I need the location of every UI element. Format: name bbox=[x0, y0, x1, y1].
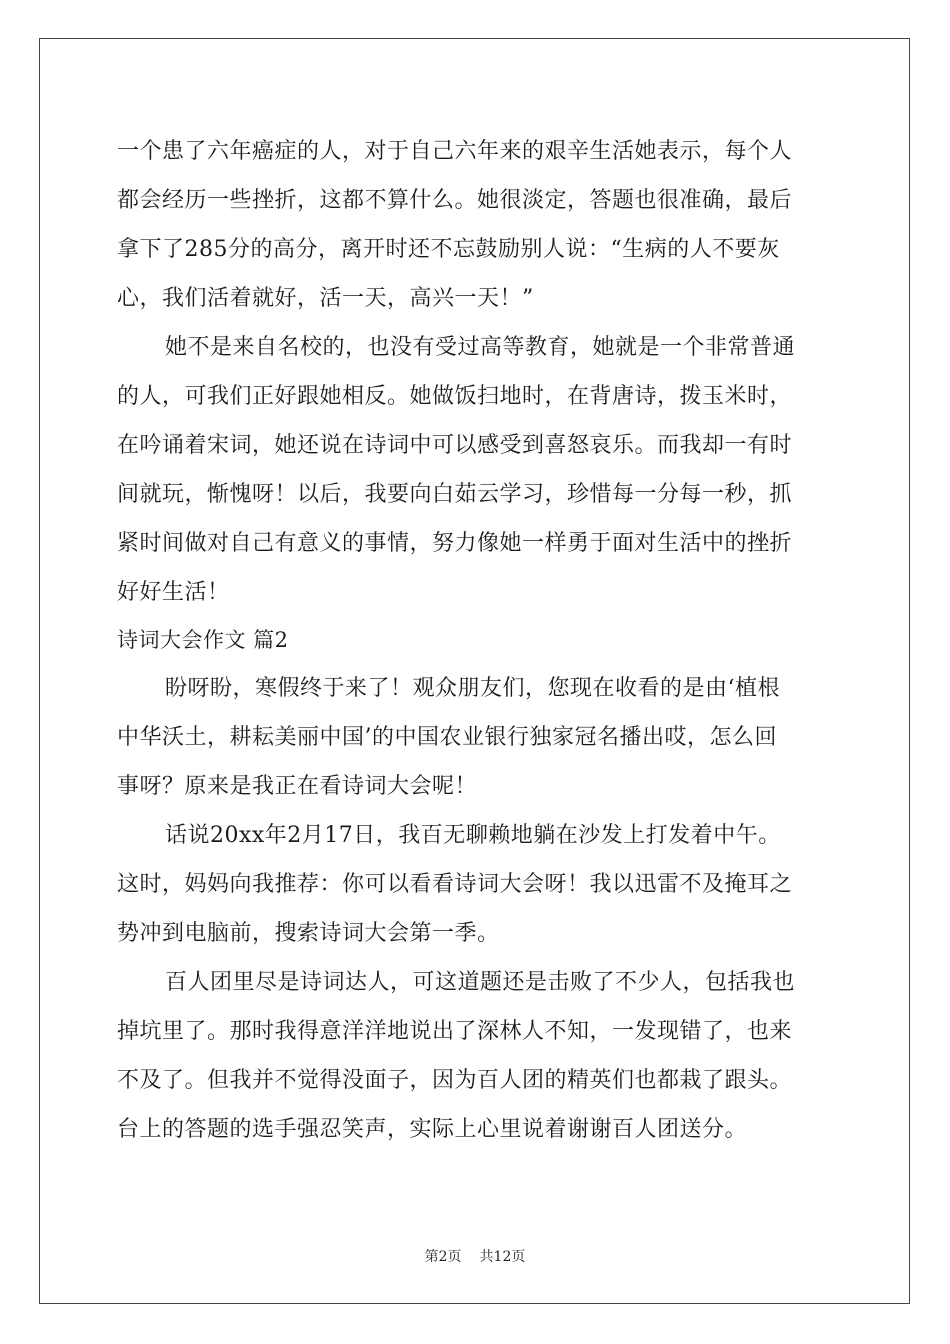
text-line: 势冲到电脑前，搜索诗词大会第一季。 bbox=[117, 921, 500, 946]
text-line: 好好生活！ bbox=[117, 580, 230, 605]
text-line: 心，我们活着就好，活一天，高兴一天！” bbox=[117, 286, 534, 311]
document-body bbox=[117, 127, 837, 1154]
paragraph-start-line: 她不是来自名校的，也没有受过高等教育，她就是一个非常普通 bbox=[165, 335, 796, 360]
text-line: 事呀？原来是我正在看诗词大会呢！ bbox=[117, 774, 478, 799]
paragraph-start-line: 话说20xx年2月17日，我百无聊赖地躺在沙发上打发着中午。 bbox=[165, 823, 781, 848]
text-line: 紧时间做对自己有意义的事情，努力像她一样勇于面对生活中的挫折 bbox=[117, 531, 793, 556]
text-line: 的人，可我们正好跟她相反。她做饭扫地时，在背唐诗，拨玉米时， bbox=[117, 384, 793, 409]
section-heading: 诗词大会作文 篇2 bbox=[117, 628, 289, 652]
text-line: 一个患了六年癌症的人，对于自己六年来的艰辛生活她表示，每个人 bbox=[117, 139, 793, 164]
total-pages-label: 共12页 bbox=[479, 1249, 526, 1265]
paragraph-start-line: 百人团里尽是诗词达人，可这道题还是击败了不少人，包括我也 bbox=[165, 970, 796, 995]
current-page-label: 第2页 bbox=[424, 1249, 462, 1265]
text-line: 在吟诵着宋词，她还说在诗词中可以感受到喜怒哀乐。而我却一有时 bbox=[117, 433, 793, 458]
text-line: 掉坑里了。那时我得意洋洋地说出了深林人不知，一发现错了，也来 bbox=[117, 1019, 793, 1044]
page-footer bbox=[0, 1246, 950, 1266]
text-line: 这时，妈妈向我推荐：你可以看看诗词大会呀！我以迅雷不及掩耳之 bbox=[117, 872, 793, 897]
text-line: 拿下了285分的高分，离开时还不忘鼓励别人说：“生病的人不要灰 bbox=[117, 237, 780, 262]
text-line: 不及了。但我并不觉得没面子，因为百人团的精英们也都栽了跟头。 bbox=[117, 1068, 793, 1093]
text-line: 中华沃土，耕耘美丽中国’的中国农业银行独家冠名播出哎，怎么回 bbox=[117, 725, 777, 750]
text-line: 台上的答题的选手强忍笑声，实际上心里说着谢谢百人团送分。 bbox=[117, 1117, 748, 1142]
paragraph-start-line: 盼呀盼，寒假终于来了！观众朋友们，您现在收看的是由‘植根 bbox=[165, 676, 780, 701]
text-line: 间就玩，惭愧呀！以后，我要向白茹云学习，珍惜每一分每一秒，抓 bbox=[117, 482, 793, 507]
text-line: 都会经历一些挫折，这都不算什么。她很淡定，答题也很准确，最后 bbox=[117, 188, 793, 213]
